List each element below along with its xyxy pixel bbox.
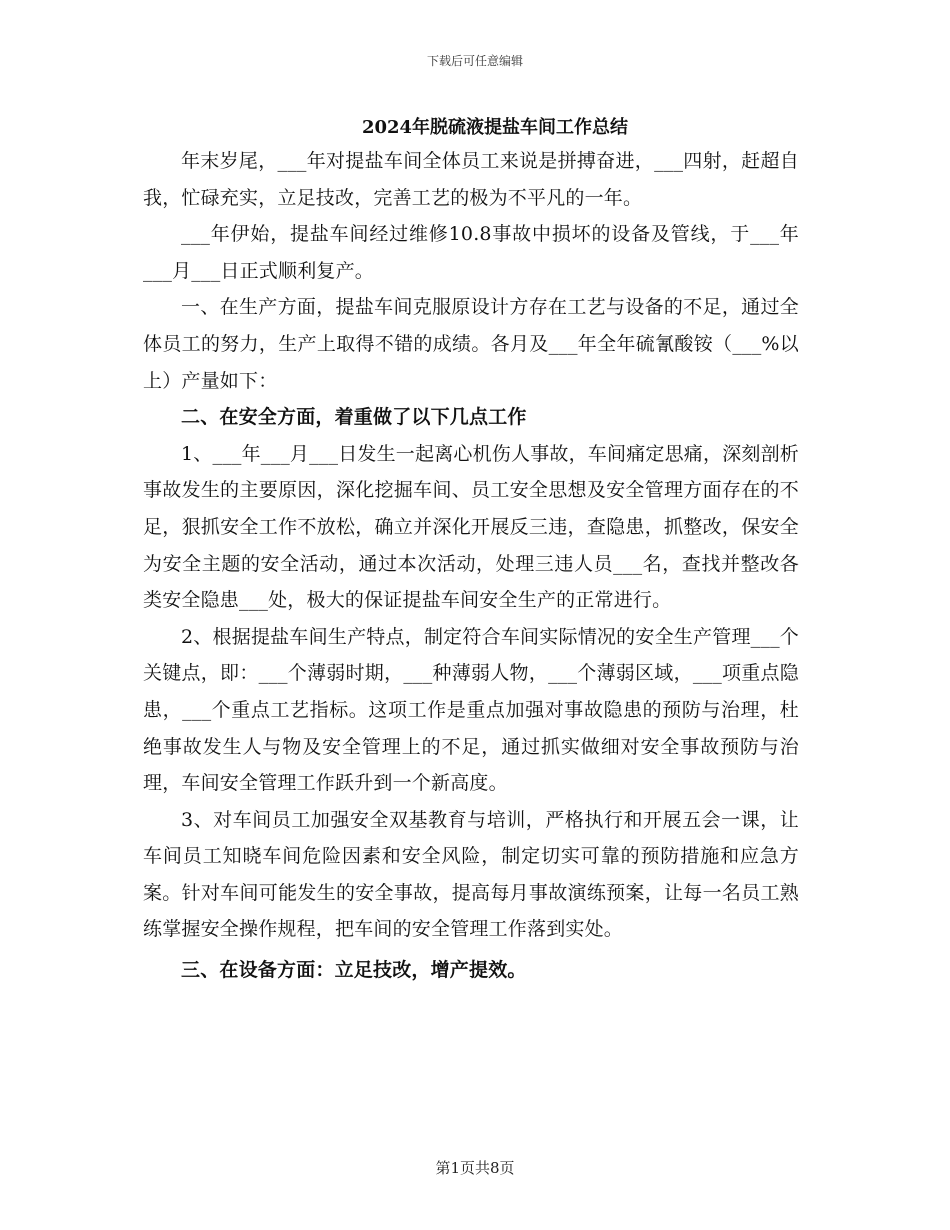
- document-title: 2024年脱硫液提盐车间工作总结: [361, 117, 629, 138]
- document-body: [143, 143, 799, 989]
- paragraph-production: 一、在生产方面，提盐车间克服原设计方存在工艺与设备的不足，通过全体员工的努力，生产上取得不错的成绩。各月及___年全年硫氰酸铵（___%以上）产量如下：: [143, 296, 799, 392]
- section-heading-safety: 二、在安全方面，着重做了以下几点工作: [181, 406, 527, 429]
- header-note: 下载后可任意编辑: [426, 54, 523, 68]
- page-number: 第1页共8页: [435, 1159, 515, 1177]
- paragraph-resumption: ___年伊始，提盐车间经过维修10.8事故中损坏的设备及管线，于___年___月___日正式顺利复产。: [143, 223, 799, 282]
- paragraph-safety-item-2: 2、根据提盐车间生产特点，制定符合车间实际情况的安全生产管理___个关键点，即：___个薄弱时期，___种薄弱人物，___个薄弱区域，___项重点隐患，___个重点工艺指标。这项工作是重点加强对事故隐患的预防与治理，杜绝事故发生人与物及安全管理上的不足，通过抓实做细对安全事故预防与治理，车间安全管理工作跃升到一个新高度。: [143, 625, 799, 795]
- section-heading-equipment: 三、在设备方面：立足技改，增产提效。: [181, 959, 527, 982]
- paragraph-safety-item-1: 1、___年___月___日发生一起离心机伤人事故，车间痛定思痛，深刻剖析事故发生的主要原因，深化挖掘车间、员工安全思想及安全管理方面存在的不足，狠抓安全工作不放松，确立并深化开展反三违，查隐患，抓整改，保安全为安全主题的安全活动，通过本次活动，处理三违人员___名，查找并整改各类安全隐患___处，极大的保证提盐车间安全生产的正常进行。: [143, 442, 799, 612]
- paragraph-safety-item-3: 3、对车间员工加强安全双基教育与培训，严格执行和开展五会一课，让车间员工知晓车间危险因素和安全风险，制定切实可靠的预防措施和应急方案。针对车间可能发生的安全事故，提高每月事故演练预案，让每一名员工熟练掌握安全操作规程，把车间的安全管理工作落到实处。: [143, 808, 799, 941]
- paragraph-intro: 年末岁尾，___年对提盐车间全体员工来说是拼搏奋进，___四射，赶超自我，忙碌充实，立足技改，完善工艺的极为不平凡的一年。: [143, 150, 799, 209]
